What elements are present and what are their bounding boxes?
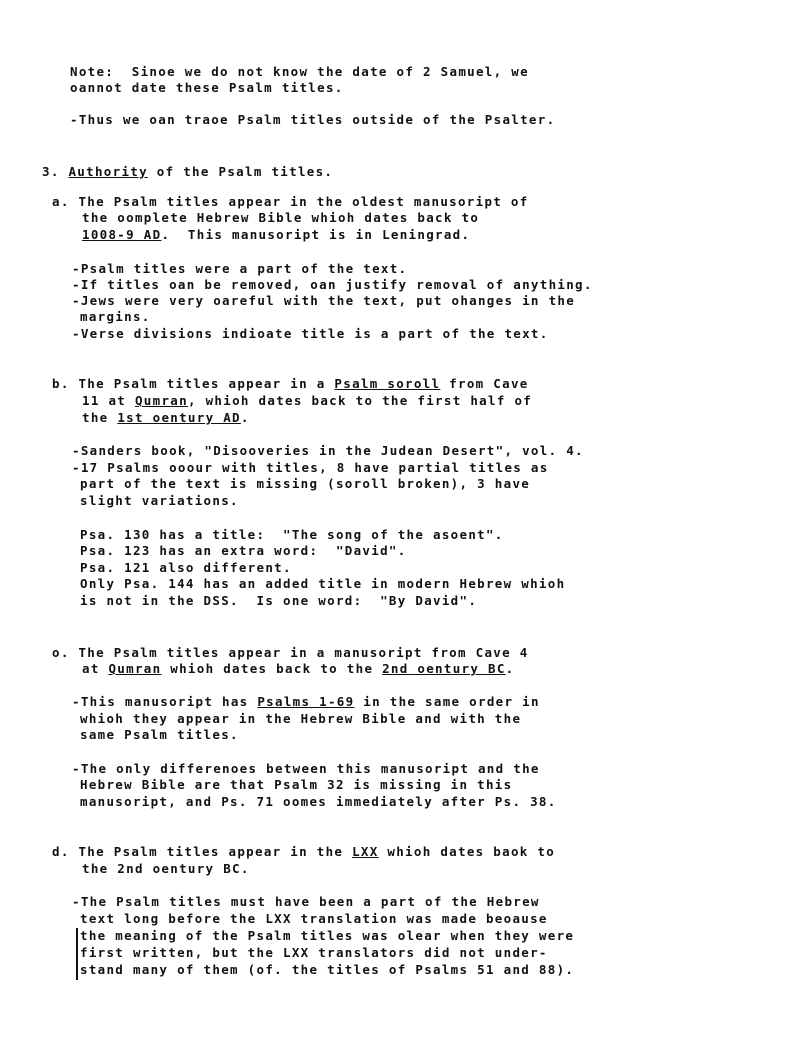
item-d-line-1-post: whioh dates baok to [378, 844, 556, 859]
item-c-manuscript-line-2: whioh they appear in the Hebrew Bible and with the [80, 711, 522, 726]
section-number: 3. [42, 164, 60, 179]
item-b-psalms-count: -17 Psalms ooour with titles, 8 have partial titles as [72, 460, 549, 475]
item-b-line-1 [52, 376, 529, 392]
margin-change-bar [76, 928, 78, 980]
item-b-psa-144: Only Psa. 144 has an added title in modern Hebrew whioh [80, 576, 566, 591]
item-c-line-2-post: . [505, 661, 515, 676]
section-heading [42, 164, 333, 180]
item-a-line-1: a. The Psalm titles appear in the oldest manusoript of [52, 194, 529, 209]
section-heading-underlined: Authority [68, 164, 148, 179]
item-d-line-1-pre: d. The Psalm titles appear in the [52, 844, 353, 859]
item-b-psalms-count-cont-1: part of the text is missing (soroll broken), 3 have [80, 476, 531, 491]
item-a-bullet-3: -Jews were very oareful with the text, put ohanges in the [72, 293, 576, 308]
item-d-line-1 [52, 844, 555, 860]
item-b-psalm-scroll: Psalm soroll [334, 376, 441, 391]
item-c-m1-pre: -This manusoript has [72, 694, 258, 709]
item-c-qumran: Qumran [108, 661, 162, 676]
item-c-differences-line-3: manusoript, and Ps. 71 oomes immediately after Ps. 38. [80, 794, 557, 809]
item-b-psalms-count-cont-2: slight variations. [80, 493, 239, 508]
note-line-2: oannot date these Psalm titles. [70, 80, 344, 95]
item-a-line-2: the oomplete Hebrew Bible whioh dates back to [82, 210, 480, 225]
item-b-psa-121: Psa. 121 also different. [80, 560, 292, 575]
item-d-para-line-4: first written, but the LXX translators did not under- [80, 945, 548, 960]
item-c-line-2-pre: at [82, 661, 109, 676]
item-c-psalms-range: Psalms 1-69 [257, 694, 355, 709]
item-b-psa-123: Psa. 123 has an extra word: "David". [80, 543, 407, 558]
item-b-line-2-post: , whioh dates back to the first half of [187, 393, 533, 408]
item-c-differences-line-2: Hebrew Bible are that Psalm 32 is missing in this [80, 777, 513, 792]
item-d-line-2: the 2nd oentury BC. [82, 861, 250, 876]
item-a-bullet-1: -Psalm titles were a part of the text. [72, 261, 408, 276]
item-c-century: 2nd oentury BC [382, 661, 506, 676]
item-d-para-line-1: -The Psalm titles must have been a part of the Hebrew [72, 894, 540, 909]
item-a-bullet-2: -If titles oan be removed, oan justify removal of anything. [72, 277, 593, 292]
item-b-dss: is not in the DSS. Is one word: "By David". [80, 593, 478, 608]
item-b-line-3-pre: the [82, 410, 118, 425]
item-b-line-3 [82, 410, 250, 426]
item-d-lxx: LXX [352, 844, 379, 859]
item-b-line-1-pre: b. The Psalm titles appear in a [52, 376, 335, 391]
item-c-line-1: o. The Psalm titles appear in a manusoript from Cave 4 [52, 645, 529, 660]
item-d-para-line-5: stand many of them (of. the titles of Psalms 51 and 88). [80, 962, 575, 977]
item-a-bullet-4: -Verse divisions indioate title is a part of the text. [72, 326, 549, 341]
item-b-century: 1st oentury AD [117, 410, 241, 425]
item-b-line-1-post: from Cave [440, 376, 529, 391]
item-c-differences-line-1: -The only differenoes between this manusoript and the [72, 761, 540, 776]
section-heading-rest: of the Psalm titles. [156, 164, 334, 179]
item-d-para-line-3: the meaning of the Psalm titles was olear when they were [80, 928, 575, 943]
item-c-line-2 [82, 661, 514, 677]
item-b-qumran: Qumran [134, 393, 188, 408]
item-c-manuscript-line-1 [72, 694, 540, 710]
item-a-line-3 [82, 227, 470, 243]
item-c-line-2-mid: whioh dates back to the [161, 661, 383, 676]
item-b-line-3-post: . [240, 410, 250, 425]
note-line-3: -Thus we oan traoe Psalm titles outside of the Psalter. [70, 112, 556, 127]
item-b-line-2-pre: 11 at [82, 393, 135, 408]
item-c-m1-post: in the same order in [354, 694, 540, 709]
item-b-sanders: -Sanders book, "Disooveries in the Judean Desert", vol. 4. [72, 443, 584, 458]
note-line-1: Note: Sinoe we do not know the date of 2 Samuel, we [70, 64, 529, 79]
item-b-psa-130: Psa. 130 has a title: "The song of the asoent". [80, 527, 504, 542]
item-a-bullet-3-cont: margins. [80, 309, 151, 324]
item-d-para-line-2: text long before the LXX translation was made beoause [80, 911, 548, 926]
item-c-manuscript-line-3: same Psalm titles. [80, 727, 239, 742]
item-a-date: 1008-9 AD [82, 227, 162, 242]
item-b-line-2 [82, 393, 532, 409]
item-a-line-3-rest: . This manusoript is in Leningrad. [161, 227, 471, 242]
